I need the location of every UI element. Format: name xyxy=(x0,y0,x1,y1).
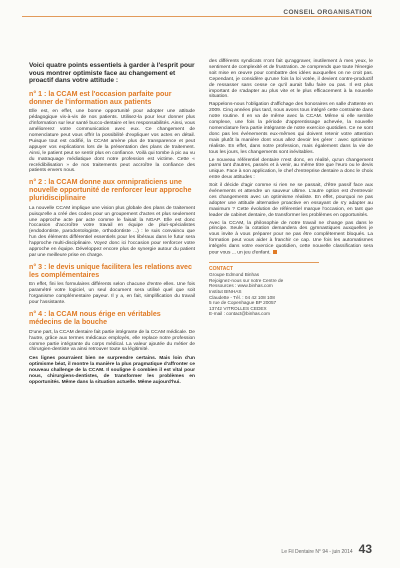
contact-link[interactable]: Ressources : www.binhas.com xyxy=(209,283,273,289)
right-paragraph: Le nouveau référentiel dentaire n'est donc, en réalité, qu'un changement parmi tant d'autres, passés et à venir, au même titre que l'euro ou le devis unique. Face à son application, le chef d'entreprise dentaire a donc le choix entre deux attitudes : xyxy=(209,157,373,181)
section-title-2: n° 2 : la CCAM donne aux omnipraticiens une nouvelle opportunité de renforcer leur approche pluridisciplinaire xyxy=(29,178,192,202)
contact-line: 13742 VITROLLES CEDEX xyxy=(209,305,267,311)
contact-line: 5 rue de Copenhague BP 20057 xyxy=(209,300,277,306)
intro-text: Voici quatre points essentiels à garder à l'esprit pour vous montrer optimiste face au changement et proactif dans votre attitude : xyxy=(29,62,195,85)
right-paragraph xyxy=(209,221,373,257)
contact-line: Claudette - Tél. : 04 42 108 108 xyxy=(209,294,275,300)
section-paragraph-1: Elle est, en effet, une bonne opportunité pour adopter une attitude pédagogique vis-à-vis de nos patients. Utilisez-la pour leur donner plus d'information sur leur santé bucco-dentaire et les responsabilités. Ainsi, vous améliorerez votre communication avec eux. Ce changement de nomenclature peut vous offrir la possibilité d'expliquer vos actes en détail. Puisque tout est codifié, la CCAM amène plus de transparence et peut appuyer vos explications lors de la présentation des plans de traitement. Ainsi, le patient peut se sentir plus en confiance. Voilà qui tombe à pic au vu du matraquage médiatique dont notre profession est victime. Cette « recrédibilisation » de nos traitements peut accroître la confiance des patients envers nous. xyxy=(29,109,195,174)
section-paragraph-2: La nouvelle CCAM implique une vision plus globale des plans de traitement puisqu'elle a créé des codes pour un groupement d'actes et plus seulement une approche acte par acte comme le faisait la NGAP. Elle est donc l'occasion d'accroître votre travail en équipe de pluri-spécialistes (endodontiste, parodontologiste, orthodontiste ...) : le suis convaincu que l'un des éléments différentiel essentiels pour les libéraux dans le futur sera l'approche multi-disciplinaire. Voyez donc ici l'occasion pour renforcer votre approche en équipe. Développez encore plus de synergie autour du patient par une meilleure prise en charge. xyxy=(29,205,195,258)
right-column xyxy=(209,59,373,317)
right-paragraph: Rappelons-nous l'obligation d'affichage des honoraires en salle d'attente en 2009. Cinq années plus tard, nous avons tous intégré cette contrainte dans notre routine. Il en va de même avec la CCAM. Même si elle semble complexe, une fois la période d'apprentissage achevée, la nouvelle nomenclature fera partie intégrante de notre exercice quotidien. Ce ne sont donc pas les événements eux-mêmes qui doivent retenir votre attention mais plutôt la manière dont vous allez devoir les gérer : avec optimisme réaliste. En effet, dans notre profession, mais également dans la vie de tous les jours, les changements sont inévitables. xyxy=(209,102,373,155)
contact-email[interactable]: E-mail : contact@binhas.com xyxy=(209,311,271,317)
contact-title: CONTACT xyxy=(209,266,234,273)
right-paragraph: Soit il décide d'agir comme si rien ne se passait, d'être passif face aux événements et attendre un sauveur ultime. L'autre option est d'entrevoir ces changements avec un optimisme réaliste. En effet, pourquoi ne pas adopter une attitude alternative proactive en essayant de s'y adapter au maximum ? Cette évolution de référentiel marque l'occasion, en tant que leader de cabinet dentaire, de transformer les problèmes en opportunités. xyxy=(209,183,373,218)
publication-name: Le Fil Dentaire N° 94 - juin 2014 xyxy=(281,549,353,555)
page-number: 43 xyxy=(358,542,372,556)
section-title-4: n° 4 : la CCAM nous érige en véritables médecins de la bouche xyxy=(29,310,161,326)
page-footer xyxy=(281,542,372,556)
contact-line: Rejoignez-nous sur notre Centre de xyxy=(209,277,284,283)
section-title-1: n° 1 : la CCAM est l'occasion parfaite pour donner de l'information aux patients xyxy=(29,89,172,106)
right-paragraph: des différents syndicats n'ont fait qu'aggraver, inutilement à mes yeux, le sentiment de complexité et de frustration. Je comprends que toute l'énergie soit mise en œuvre pour combattre des idées auxquelles on ne croit pas. Cependant, je considère qu'une fois la loi votée, il devient contre-productif de ressasser sans cesse ce qu'il aurait fallu faire ou pas. Il est plus important de s'adapter au plus vite et le plus efficacement à la nouvelle situation. xyxy=(209,59,373,100)
end-of-article-icon xyxy=(273,250,277,254)
section-paragraph-3: En effet, fini les formulaires différents selon chacune d'entre elles. Une fois paramétré votre logiciel, un seul document sera utilisé quel que soit l'organisme complémentaire payeur. Il y a, en fait, simplification du travail pour l'assistante. xyxy=(29,282,195,306)
contact-box xyxy=(209,262,319,317)
section-title-3: n° 3 : le devis unique facilitera les relations avec les complémentaires xyxy=(29,262,192,279)
contact-line: Groupe Edmond Binhas xyxy=(209,272,260,278)
right-paragraph-text: Avec la CCAM, la philosophie de notre travail ne change pas dans le principe. Seule la cotation demandera des gymnastiques auxquelles je vous invite à vous préparer pour ne pas être complètement bloqués. La formation peut vous aider à franchir ce cap. Une fois les automatismes intégrés dans votre exercice quotidien, cette nouvelle classification sera pour vous ... un jeu d'enfant. xyxy=(209,220,373,256)
section-header: CONSEIL ORGANISATION xyxy=(279,9,372,16)
closing-statement: Ces lignes pourraient bien ne surprendre certains. Mais loin d'un optimisme béat, il montre la manière la plus pragmatique d'affronter ce nouveau challenge de la CCAM. Il souligne ô combien il est vital pour nous, chirurgiens-dentistes, de transformer les problèmes en opportunités. Même dans la situation actuelle. Même aujourd'hui. xyxy=(29,356,195,385)
left-column xyxy=(29,62,195,388)
section-paragraph-4: D'une part, la CCAM dentaire fait partie intégrante de la CCAM médicale. De l'autre, grâce aux termes médicaux employés, elle replace notre profession comme partie intégrante du corps médical. La valeur ajoutée du métier de chirurgien-dentiste va ainsi retrouver toute sa légitimité. xyxy=(29,329,195,353)
contact-line: Institut BINHAS xyxy=(209,289,242,295)
header-rule xyxy=(22,16,372,17)
